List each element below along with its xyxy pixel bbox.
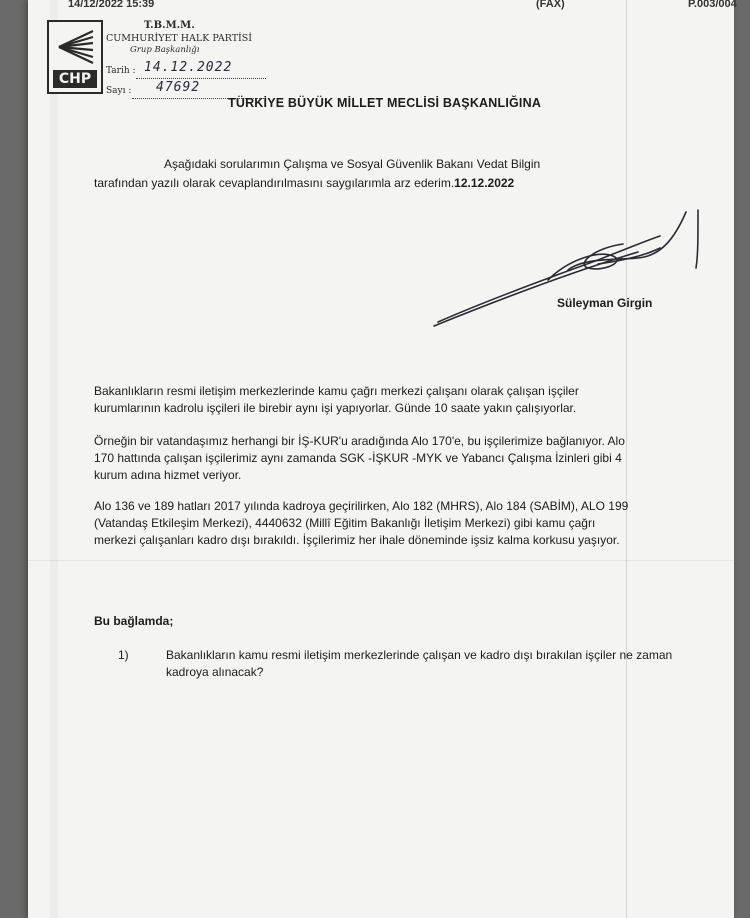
stamp-date-label: Tarih : [106,66,136,76]
document-page [28,0,737,918]
stamp-org-line1: T.B.M.M. [144,20,195,31]
question-number: 1) [118,648,129,662]
stamp-date-dots [136,78,266,79]
fax-label: (FAX) [536,0,565,10]
chp-logo [47,20,103,94]
fax-page-number: P.003/004 [688,0,737,10]
stamp-org-line2: CUMHURİYET HALK PARTİSİ [106,33,253,44]
context-heading: Bu bağlamda; [94,614,174,628]
stamp-number-value: 47692 [156,80,201,95]
page-crease [28,560,734,561]
fax-timestamp: 14/12/2022 15:39 [68,0,155,10]
question-text: Bakanlıkların kamu resmi iletişim merkezlerinde çalışan ve kadro dışı bırakılan işçiler ne zaman kadroya alınacak? [166,648,673,679]
stamp-date-value: 14.12.2022 [144,60,233,75]
intro-date: 12.12.2022 [454,176,515,190]
stamp-number-label: Sayı : [106,86,132,96]
reception-stamp [44,10,274,96]
page-edge-shadow [50,0,58,918]
handwritten-signature [398,200,708,330]
intro-paragraph [94,155,564,193]
intro-text: Aşağıdaki sorularımın Çalışma ve Sosyal Güvenlik Bakanı Vedat Bilgin tarafından yazılı olarak cevaplandırılmasını saygılarımla arz ederim. [94,157,541,190]
paragraph-2: Örneğin bir vatandaşımız herhangi bir İŞ-KUR'u aradığında Alo 170'e, bu işçilerimize bağlanıyor. Alo 170 hattında çalışan işçilerimiz aynı zamanda SGK -İŞKUR -MYK ve Yabancı Çalışma İzinleri gibi 4 kurum adına hizmet veriyor. [94,434,625,482]
stamp-org-line3: Grup Başkanlığı [130,45,200,55]
paragraph-1: Bakanlıkların resmi iletişim merkezlerinde kamu çağrı merkezi çalışanı olarak çalışan işçiler kurumlarının kadrolu işçileri ile birebir aynı işi yapıyorlar. Günde 10 saate yakın çalışıyorlar. [94,384,579,415]
signer-name: Süleyman Girgin [557,296,653,310]
chp-logo-text: CHP [53,70,97,88]
paragraph-3: Alo 136 ve 189 hatları 2017 yılında kadroya geçirilirken, Alo 182 (MHRS), Alo 184 (SABİM), ALO 199 (Vatandaş Etkileşim Merkezi), 4440632 (Millî Eğitim Bakanlığı İletişim Merkezi) gibi kamu çağrı merkezi çalışanları kadro dışı bırakıldı. İşçilerimiz her ihale döneminde işsiz kalma korkusu yaşıyor. [94,499,629,547]
document-title: TÜRKİYE BÜYÜK MİLLET MECLİSİ BAŞKANLIĞINA [228,96,542,110]
six-arrows-icon [53,25,97,67]
